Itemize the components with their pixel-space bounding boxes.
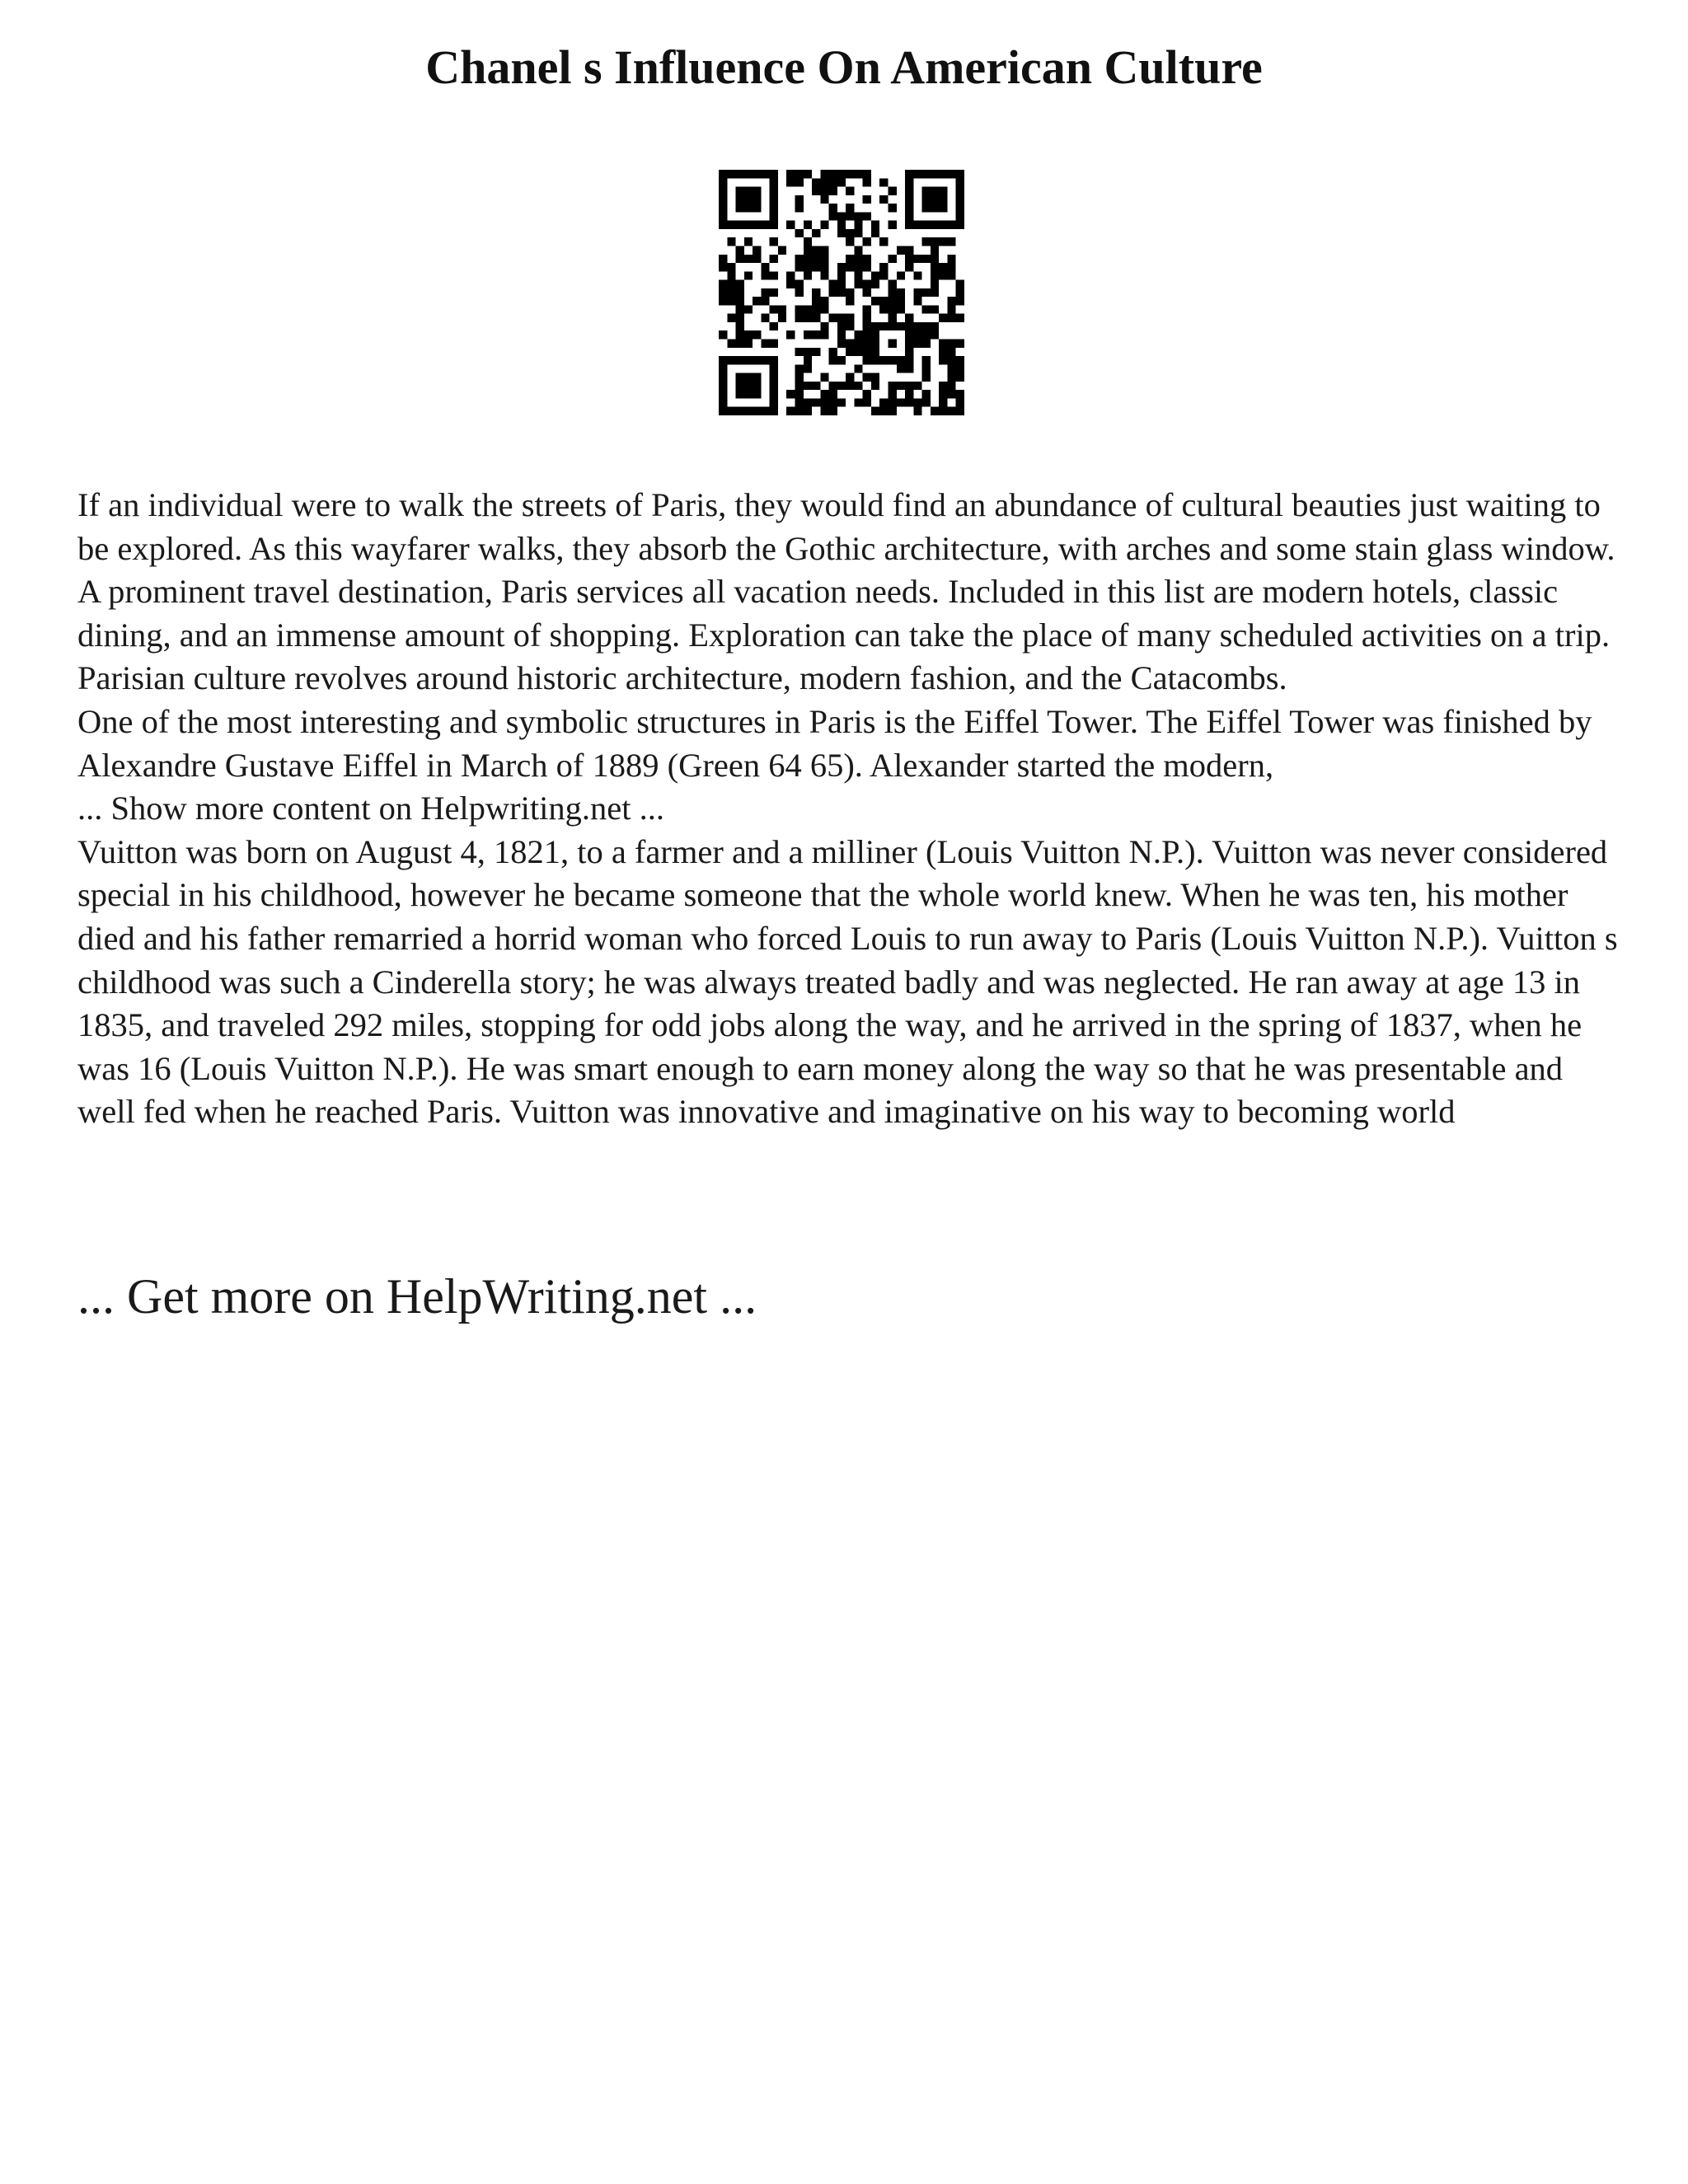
qr-code-image bbox=[719, 170, 964, 415]
get-more-link[interactable]: ... Get more on HelpWriting.net ... bbox=[77, 1269, 757, 1324]
page-title: Chanel s Influence On American Culture bbox=[425, 40, 1263, 94]
paragraph-vuitton: Vuitton was born on August 4, 1821, to a farmer and a milliner (Louis Vuitton N.P.). Vuitton was never considered special in his childhood, however he became someone that the whole world knew. When he was ten, his mother died and his father remarried a horrid woman who forced Louis to run away to Paris (Louis Vuitton N.P.). Vuitton s childhood was such a Cinderella story; he was always treated badly and was neglected. He ran away at age 13 in 1835, and traveled 292 miles, stopping for odd jobs along the way, and he arrived in the spring of 1837, when he was 16 (Louis Vuitton N.P.). He was smart enough to earn money along the way so that he was presentable and well fed when he reached Paris. Vuitton was innovative and imaginative on his way to becoming world bbox=[77, 832, 1618, 1131]
paragraph-intro: If an individual were to walk the streets of Paris, they would find an abundance of cultural beauties just waiting to be explored. As this wayfarer walks, they absorb the Gothic architecture, with arches and some stain glass window. A prominent travel destination, Paris services all vacation needs. Included in this list are modern hotels, classic dining, and an immense amount of shopping. Exploration can take the place of many scheduled activities on a trip. Parisian culture revolves around historic architecture, modern fashion, and the Catacombs. bbox=[77, 486, 1615, 697]
show-more-link[interactable]: ... Show more content on Helpwriting.net ... bbox=[77, 790, 665, 827]
article-body bbox=[77, 484, 1627, 1134]
paragraph-eiffel: One of the most interesting and symbolic structures in Paris is the Eiffel Tower. The Eiffel Tower was finished by Alexandre Gustave Eiffel in March of 1889 (Green 64 65). Alexander started the modern, bbox=[77, 702, 1592, 784]
